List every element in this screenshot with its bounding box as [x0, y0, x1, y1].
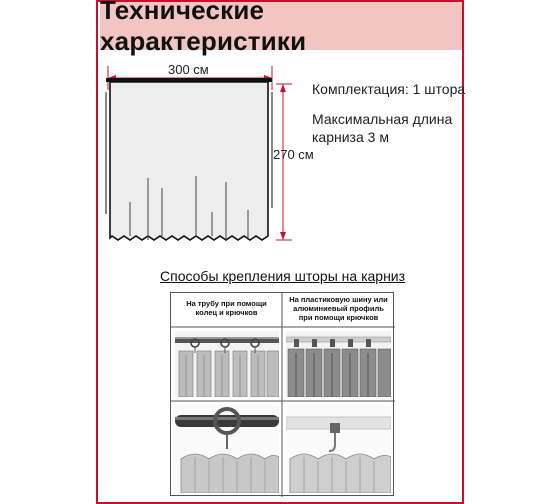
spec-max-length-line2: карниза 3 м [312, 129, 389, 145]
option-header-rod-rings [173, 299, 280, 317]
height-label: 270 см [273, 147, 314, 162]
option-header-line: На пластиковую шину или [289, 295, 388, 304]
option-header-line: алюминиевый профиль [293, 304, 384, 313]
option-header-line: колец и крючков [195, 308, 258, 317]
height-arrow-top [280, 84, 286, 92]
spec-max-length-line1: Максимальная длина [312, 111, 453, 127]
option-header-rail-hooks [284, 295, 393, 322]
mounting-section-title: Способы крепления шторы на карниз [160, 268, 406, 284]
width-label: 300 см [168, 62, 209, 77]
height-arrow-bottom [280, 232, 286, 240]
photo-ring-closeup [175, 405, 279, 493]
page-title: Технические характеристики [100, 2, 462, 50]
mounting-table [170, 292, 394, 496]
photo-rod-rings [175, 331, 279, 397]
option-header-line: На трубу при помощи [186, 299, 267, 308]
curtain-body [110, 82, 268, 240]
spec-kit: Комплектация: 1 штора [312, 81, 466, 97]
photo-hook-closeup [286, 405, 391, 493]
option-header-line: при помощи крючков [298, 313, 379, 322]
photo-rail-hooks [286, 331, 391, 397]
